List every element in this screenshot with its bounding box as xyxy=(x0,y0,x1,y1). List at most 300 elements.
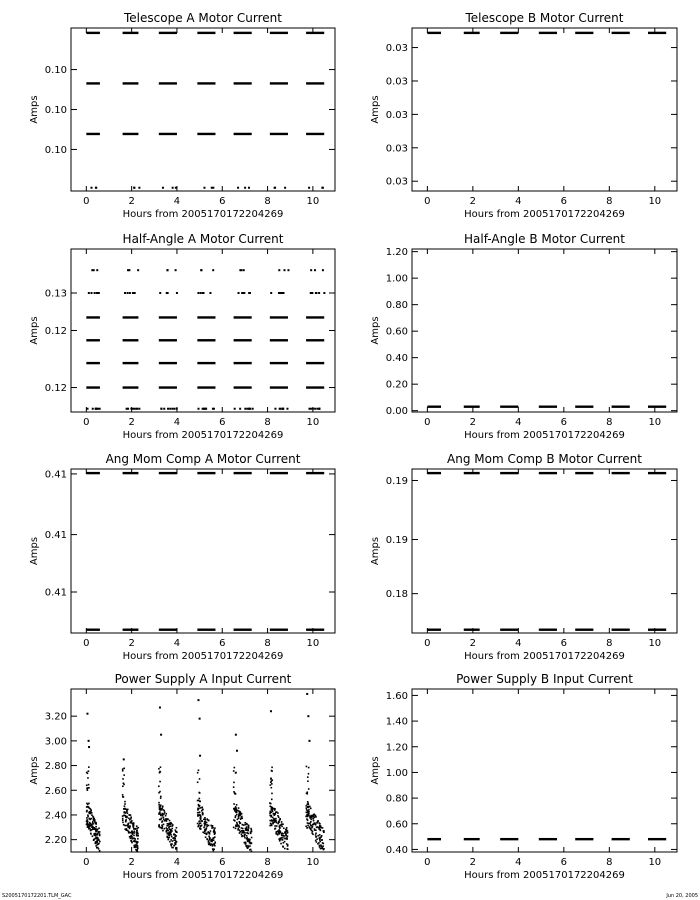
data-point xyxy=(197,408,199,410)
data-point xyxy=(200,292,202,294)
data-point xyxy=(137,269,139,271)
data-point xyxy=(271,808,273,810)
y-axis-label: Amps xyxy=(29,316,40,345)
data-point xyxy=(122,785,124,787)
y-tick-label: 1.00 xyxy=(385,273,408,285)
x-tick-label: 2 xyxy=(469,857,477,868)
data-point xyxy=(126,810,128,812)
data-point xyxy=(209,837,211,839)
data-point xyxy=(317,835,319,837)
x-axis-label: Hours from 2005170172204269 xyxy=(464,651,625,662)
data-point xyxy=(128,831,130,833)
data-level xyxy=(123,386,139,388)
data-point xyxy=(206,822,208,824)
data-point xyxy=(161,808,163,810)
x-tick-label: 6 xyxy=(219,196,226,207)
data-level xyxy=(86,386,100,388)
data-point xyxy=(319,841,321,843)
data-point xyxy=(270,292,272,294)
data-point xyxy=(170,824,172,826)
data-point xyxy=(134,841,136,843)
x-axis-label: Hours from 2005170172204269 xyxy=(122,651,284,662)
data-point xyxy=(90,833,92,835)
data-point xyxy=(136,828,138,830)
data-point xyxy=(161,824,163,826)
y-tick-label: 2.20 xyxy=(44,835,67,847)
data-point xyxy=(307,806,309,808)
data-point xyxy=(98,840,100,842)
data-point xyxy=(286,827,288,829)
data-point xyxy=(136,829,138,831)
data-point xyxy=(247,839,249,841)
data-point xyxy=(213,844,215,846)
data-point xyxy=(212,269,214,271)
data-point xyxy=(306,793,308,795)
data-point xyxy=(167,833,169,835)
data-point xyxy=(243,269,245,271)
x-tick-label: 8 xyxy=(606,417,613,428)
data-level xyxy=(86,133,100,135)
data-point xyxy=(310,408,312,410)
data-point xyxy=(282,408,284,410)
data-point xyxy=(252,408,254,410)
data-point xyxy=(315,836,317,838)
data-level xyxy=(86,316,100,318)
data-point xyxy=(314,814,316,816)
y-tick-label: 0.19 xyxy=(385,535,408,547)
data-point xyxy=(168,836,170,838)
data-point xyxy=(272,822,274,824)
x-tick-label: 6 xyxy=(560,196,568,207)
data-point xyxy=(133,187,135,189)
data-point xyxy=(167,269,169,271)
data-point xyxy=(322,827,324,829)
y-tick-label: 0.41 xyxy=(44,587,67,599)
data-point xyxy=(212,838,214,840)
data-point xyxy=(285,833,287,835)
data-point xyxy=(128,818,130,820)
data-point xyxy=(174,836,176,838)
data-point xyxy=(203,827,205,829)
data-point xyxy=(199,817,201,819)
x-tick-label: 10 xyxy=(648,638,662,649)
data-level xyxy=(648,472,666,474)
data-point xyxy=(206,827,208,829)
data-point xyxy=(168,827,170,829)
data-point xyxy=(312,831,314,833)
data-point xyxy=(315,824,317,826)
x-tick-label: 2 xyxy=(128,417,135,428)
data-point xyxy=(308,809,310,811)
data-level xyxy=(159,82,177,84)
y-tick-label: 0.80 xyxy=(385,300,408,312)
data-level xyxy=(123,339,139,341)
data-point xyxy=(309,822,311,824)
data-point xyxy=(310,825,312,827)
data-point xyxy=(160,809,162,811)
data-level xyxy=(306,32,324,34)
data-point xyxy=(283,292,285,294)
data-point xyxy=(136,832,138,834)
data-point xyxy=(280,838,282,840)
data-point xyxy=(205,836,207,838)
data-point xyxy=(239,821,241,823)
data-point xyxy=(170,843,172,845)
x-tick-label: 10 xyxy=(306,196,320,207)
y-tick-label: 0.03 xyxy=(385,43,408,55)
data-point xyxy=(122,770,124,772)
data-point xyxy=(160,796,162,798)
x-tick-label: 2 xyxy=(128,857,135,868)
x-tick-label: 4 xyxy=(173,196,181,207)
x-tick-label: 4 xyxy=(515,417,522,428)
data-point xyxy=(130,836,132,838)
data-point xyxy=(136,850,138,852)
x-tick-label: 10 xyxy=(306,417,320,428)
data-point xyxy=(239,814,241,816)
data-point xyxy=(274,187,276,189)
data-point xyxy=(199,807,201,809)
data-point xyxy=(122,822,124,824)
data-level xyxy=(270,32,288,34)
data-point xyxy=(241,827,243,829)
data-point xyxy=(239,832,241,834)
data-point xyxy=(270,816,272,818)
data-point xyxy=(238,812,240,814)
data-point xyxy=(124,801,126,803)
data-point xyxy=(208,825,210,827)
data-point xyxy=(322,847,324,849)
data-level xyxy=(612,838,630,840)
data-level xyxy=(270,362,288,364)
data-level xyxy=(500,405,518,407)
x-tick-label: 6 xyxy=(219,857,226,868)
data-point xyxy=(241,813,243,815)
data-level xyxy=(234,316,252,318)
data-level xyxy=(159,629,177,631)
data-point xyxy=(90,187,92,189)
data-level xyxy=(86,82,100,84)
data-point xyxy=(238,292,240,294)
x-tick-label: 2 xyxy=(469,638,477,649)
data-point xyxy=(88,746,90,748)
y-tick-label: 3.00 xyxy=(44,736,67,748)
data-point xyxy=(274,809,276,811)
data-point xyxy=(211,187,213,189)
y-tick-label: 0.03 xyxy=(385,176,408,188)
x-tick-label: 8 xyxy=(264,857,271,868)
x-tick-label: 8 xyxy=(606,196,613,207)
data-point xyxy=(166,836,168,838)
data-level xyxy=(464,838,480,840)
data-point xyxy=(249,292,251,294)
data-point xyxy=(248,833,250,835)
data-point xyxy=(172,837,174,839)
data-point xyxy=(95,835,97,837)
data-level xyxy=(234,629,252,631)
data-point xyxy=(212,827,214,829)
data-level xyxy=(575,405,593,407)
data-point xyxy=(270,806,272,808)
data-point xyxy=(123,774,125,776)
data-point xyxy=(314,408,316,410)
data-level xyxy=(86,339,100,341)
data-level xyxy=(123,82,139,84)
data-level xyxy=(306,133,324,135)
data-point xyxy=(321,839,323,841)
data-level xyxy=(427,32,441,34)
data-level xyxy=(270,629,288,631)
plot-title: Ang Mom Comp B Motor Current xyxy=(447,452,642,466)
data-point xyxy=(305,825,307,827)
data-point xyxy=(278,269,280,271)
data-point xyxy=(311,827,313,829)
data-point xyxy=(163,824,165,826)
data-point xyxy=(172,847,174,849)
data-level xyxy=(270,339,288,341)
data-level xyxy=(123,629,139,631)
x-tick-label: 2 xyxy=(128,638,135,649)
data-level xyxy=(197,362,215,364)
data-point xyxy=(307,715,309,717)
data-point xyxy=(132,832,134,834)
data-point xyxy=(86,822,88,824)
data-level xyxy=(159,472,177,474)
data-point xyxy=(269,825,271,827)
x-tick-label: 0 xyxy=(83,196,90,207)
x-tick-label: 10 xyxy=(306,638,320,649)
data-point xyxy=(176,827,178,829)
data-point xyxy=(134,838,136,840)
data-point xyxy=(273,819,275,821)
y-axis-label: Amps xyxy=(370,536,381,566)
footer-filename: S2005170172201.TLM_GAC xyxy=(2,893,72,899)
data-point xyxy=(271,767,273,769)
data-point xyxy=(130,822,132,824)
data-point xyxy=(197,823,199,825)
data-point xyxy=(314,817,316,819)
data-point xyxy=(95,822,97,824)
data-point xyxy=(209,842,211,844)
data-point xyxy=(122,778,124,780)
data-level xyxy=(500,472,518,474)
data-point xyxy=(206,838,208,840)
data-point xyxy=(307,825,309,827)
data-level xyxy=(234,386,252,388)
data-point xyxy=(279,818,281,820)
data-point xyxy=(173,834,175,836)
data-point xyxy=(213,850,215,852)
data-point xyxy=(122,818,124,820)
data-level xyxy=(123,316,139,318)
data-point xyxy=(204,821,206,823)
data-level xyxy=(539,472,557,474)
data-point xyxy=(210,844,212,846)
data-point xyxy=(271,819,273,821)
data-point xyxy=(283,842,285,844)
data-point xyxy=(124,825,126,827)
data-point xyxy=(237,187,239,189)
data-point xyxy=(318,292,320,294)
x-tick-label: 0 xyxy=(424,417,431,428)
data-level xyxy=(612,405,630,407)
data-level xyxy=(123,32,139,34)
y-tick-label: 0.40 xyxy=(385,353,408,365)
data-level xyxy=(159,362,177,364)
y-tick-label: 0.60 xyxy=(385,819,408,831)
data-point xyxy=(92,408,94,410)
data-level xyxy=(197,82,215,84)
data-point xyxy=(164,811,166,813)
data-level xyxy=(234,472,252,474)
data-point xyxy=(204,832,206,834)
data-point xyxy=(91,269,93,271)
data-level xyxy=(464,472,480,474)
data-level xyxy=(86,472,100,474)
data-level xyxy=(270,82,288,84)
y-tick-label: 2.40 xyxy=(44,810,67,822)
data-level xyxy=(539,405,557,407)
data-point xyxy=(176,831,178,833)
data-point xyxy=(201,820,203,822)
data-point xyxy=(172,187,174,189)
data-point xyxy=(160,771,162,773)
y-tick-label: 2.80 xyxy=(44,761,67,773)
data-point xyxy=(92,835,94,837)
data-point xyxy=(279,840,281,842)
data-point xyxy=(202,809,204,811)
y-axis-label: Amps xyxy=(370,316,381,345)
data-level xyxy=(197,472,215,474)
y-tick-label: 0.13 xyxy=(44,288,67,300)
data-point xyxy=(133,825,135,827)
data-point xyxy=(197,699,199,701)
data-point xyxy=(281,835,283,837)
data-point xyxy=(233,770,235,772)
x-tick-label: 8 xyxy=(264,417,271,428)
data-point xyxy=(286,838,288,840)
data-point xyxy=(323,848,325,850)
data-point xyxy=(168,835,170,837)
data-level xyxy=(197,629,215,631)
data-point xyxy=(160,766,162,768)
data-point xyxy=(245,845,247,847)
data-point xyxy=(273,813,275,815)
data-point xyxy=(199,792,201,794)
data-point xyxy=(243,831,245,833)
data-point xyxy=(135,828,137,830)
data-point xyxy=(312,833,314,835)
x-tick-label: 10 xyxy=(306,857,320,868)
data-point xyxy=(286,830,288,832)
data-level xyxy=(575,32,593,34)
data-point xyxy=(94,828,96,830)
data-point xyxy=(136,825,138,827)
data-level xyxy=(464,405,480,407)
data-point xyxy=(129,828,131,830)
x-tick-label: 6 xyxy=(560,638,568,649)
data-point xyxy=(174,838,176,840)
data-level xyxy=(197,32,215,34)
data-point xyxy=(197,826,199,828)
data-point xyxy=(199,805,201,807)
data-point xyxy=(122,796,124,798)
data-point xyxy=(91,825,93,827)
data-level xyxy=(575,838,593,840)
data-point xyxy=(199,755,201,757)
data-point xyxy=(171,836,173,838)
data-point xyxy=(134,846,136,848)
data-point xyxy=(286,408,288,410)
data-point xyxy=(277,823,279,825)
y-tick-label: 0.20 xyxy=(385,379,408,391)
data-point xyxy=(236,812,238,814)
y-tick-label: 0.18 xyxy=(385,589,408,601)
data-level xyxy=(123,133,139,135)
data-point xyxy=(203,187,205,189)
x-axis-label: Hours from 2005170172204269 xyxy=(464,870,625,881)
data-point xyxy=(306,693,308,695)
data-point xyxy=(310,292,312,294)
data-point xyxy=(207,832,209,834)
footer-date: Jun 20, 2005 xyxy=(666,893,698,899)
data-point xyxy=(171,830,173,832)
data-point xyxy=(87,789,89,791)
data-point xyxy=(160,797,162,799)
data-point xyxy=(95,826,97,828)
data-level xyxy=(306,316,324,318)
data-level xyxy=(427,838,441,840)
data-point xyxy=(165,813,167,815)
data-point xyxy=(96,269,98,271)
data-point xyxy=(160,814,162,816)
data-point xyxy=(206,824,208,826)
data-point xyxy=(123,758,125,760)
data-point xyxy=(308,812,310,814)
data-point xyxy=(307,780,309,782)
data-point xyxy=(126,816,128,818)
data-point xyxy=(127,823,129,825)
data-point xyxy=(169,820,171,822)
plot-frame xyxy=(412,28,677,191)
data-point xyxy=(307,822,309,824)
data-point xyxy=(310,821,312,823)
data-point xyxy=(89,807,91,809)
x-axis-label: Hours from 2005170172204269 xyxy=(464,209,625,220)
data-point xyxy=(133,828,135,830)
data-point xyxy=(306,805,308,807)
data-point xyxy=(96,408,98,410)
data-point xyxy=(321,835,323,837)
x-tick-label: 2 xyxy=(469,196,477,207)
data-point xyxy=(162,187,164,189)
data-point xyxy=(241,816,243,818)
data-point xyxy=(129,832,131,834)
data-point xyxy=(248,825,250,827)
x-tick-label: 4 xyxy=(515,638,522,649)
x-tick-label: 4 xyxy=(173,857,181,868)
data-point xyxy=(240,269,242,271)
data-point xyxy=(270,823,272,825)
data-point xyxy=(284,187,286,189)
data-point xyxy=(131,842,133,844)
data-point xyxy=(214,827,216,829)
data-point xyxy=(323,830,325,832)
data-point xyxy=(236,804,238,806)
data-point xyxy=(97,847,99,849)
data-point xyxy=(306,807,308,809)
data-level xyxy=(197,133,215,135)
